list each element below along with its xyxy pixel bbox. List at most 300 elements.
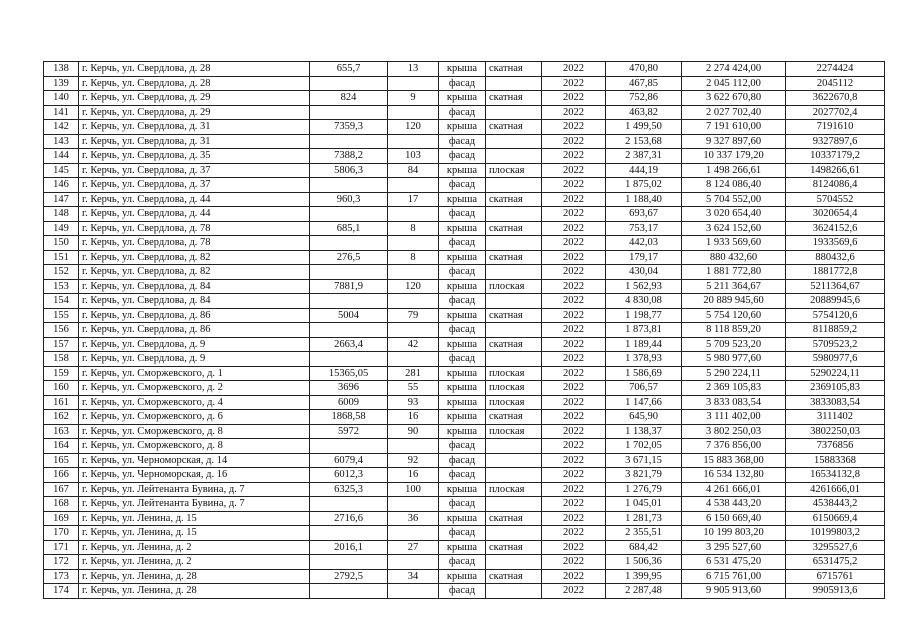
cell-unit-cost: 1 875,02 [606, 178, 682, 193]
cell-roof-type [486, 134, 542, 149]
cell-address: г. Керчь, ул. Свердлова, д. 29 [79, 105, 310, 120]
cell-total: 5704552 [786, 192, 885, 207]
table-row [44, 308, 885, 323]
cell-address: г. Керчь, ул. Сморжевского, д. 4 [79, 395, 310, 410]
cell-row-number: 172 [44, 555, 79, 570]
cell-address: г. Керчь, ул. Свердлова, д. 9 [79, 337, 310, 352]
cell-roof-type: скатная [486, 337, 542, 352]
cell-area: 6079,4 [310, 453, 388, 468]
cell-roof-type [486, 497, 542, 512]
cell-roof-type: скатная [486, 250, 542, 265]
cell-roof-type [486, 352, 542, 367]
cell-element: фасад [439, 134, 486, 149]
table-row [44, 439, 885, 454]
cell-address: г. Керчь, ул. Свердлова, д. 84 [79, 279, 310, 294]
cell-cost: 20 889 945,60 [682, 294, 786, 309]
cell-roof-type [486, 265, 542, 280]
cell-total: 5754120,6 [786, 308, 885, 323]
cell-apartments [388, 352, 439, 367]
cell-total: 9905913,6 [786, 584, 885, 599]
cell-element: фасад [439, 323, 486, 338]
cell-unit-cost: 444,19 [606, 163, 682, 178]
cell-area: 685,1 [310, 221, 388, 236]
cell-row-number: 170 [44, 526, 79, 541]
cell-total: 8124086,4 [786, 178, 885, 193]
cell-year: 2022 [542, 381, 606, 396]
cell-unit-cost: 430,04 [606, 265, 682, 280]
cell-unit-cost: 693,67 [606, 207, 682, 222]
cell-year: 2022 [542, 62, 606, 77]
cell-cost: 2 045 112,00 [682, 76, 786, 91]
cell-address: г. Керчь, ул. Сморжевского, д. 2 [79, 381, 310, 396]
cell-address: г. Керчь, ул. Свердлова, д. 28 [79, 76, 310, 91]
table-row [44, 91, 885, 106]
cell-total: 3833083,54 [786, 395, 885, 410]
cell-address: г. Керчь, ул. Свердлова, д. 44 [79, 207, 310, 222]
cell-unit-cost: 470,80 [606, 62, 682, 77]
cell-address: г. Керчь, ул. Лейтенанта Бувина, д. 7 [79, 497, 310, 512]
cell-area: 655,7 [310, 62, 388, 77]
cell-cost: 4 538 443,20 [682, 497, 786, 512]
cell-unit-cost: 1 702,05 [606, 439, 682, 454]
cell-unit-cost: 4 830,08 [606, 294, 682, 309]
cell-roof-type: плоская [486, 279, 542, 294]
cell-address: г. Керчь, ул. Свердлова, д. 9 [79, 352, 310, 367]
cell-element: крыша [439, 192, 486, 207]
table-row [44, 192, 885, 207]
cell-year: 2022 [542, 323, 606, 338]
cell-roof-type: скатная [486, 540, 542, 555]
cell-apartments: 8 [388, 221, 439, 236]
cell-total: 15883368 [786, 453, 885, 468]
cell-row-number: 174 [44, 584, 79, 599]
table-row [44, 149, 885, 164]
cell-row-number: 162 [44, 410, 79, 425]
cell-apartments [388, 497, 439, 512]
cell-cost: 880 432,60 [682, 250, 786, 265]
cell-cost: 7 191 610,00 [682, 120, 786, 135]
cell-roof-type: плоская [486, 395, 542, 410]
cell-apartments [388, 294, 439, 309]
cell-area: 6012,3 [310, 468, 388, 483]
cell-apartments: 93 [388, 395, 439, 410]
cell-cost: 1 881 772,80 [682, 265, 786, 280]
cell-apartments: 120 [388, 120, 439, 135]
cell-row-number: 146 [44, 178, 79, 193]
cell-unit-cost: 463,82 [606, 105, 682, 120]
table-row [44, 279, 885, 294]
cell-address: г. Керчь, ул. Сморжевского, д. 8 [79, 439, 310, 454]
cell-cost: 8 118 859,20 [682, 323, 786, 338]
cell-cost: 1 933 569,60 [682, 236, 786, 251]
cell-area [310, 323, 388, 338]
cell-roof-type [486, 178, 542, 193]
cell-address: г. Керчь, ул. Свердлова, д. 35 [79, 149, 310, 164]
cell-area [310, 105, 388, 120]
cell-roof-type: скатная [486, 511, 542, 526]
cell-year: 2022 [542, 76, 606, 91]
cell-roof-type [486, 294, 542, 309]
cell-year: 2022 [542, 207, 606, 222]
cell-year: 2022 [542, 439, 606, 454]
cell-total: 3802250,03 [786, 424, 885, 439]
cell-year: 2022 [542, 366, 606, 381]
cell-unit-cost: 645,90 [606, 410, 682, 425]
cell-roof-type [486, 526, 542, 541]
cell-element: крыша [439, 308, 486, 323]
cell-unit-cost: 1 506,36 [606, 555, 682, 570]
cell-unit-cost: 467,85 [606, 76, 682, 91]
cell-year: 2022 [542, 468, 606, 483]
cell-area: 2792,5 [310, 569, 388, 584]
cell-apartments: 16 [388, 468, 439, 483]
cell-year: 2022 [542, 294, 606, 309]
cell-element: крыша [439, 337, 486, 352]
cell-area: 2016,1 [310, 540, 388, 555]
cell-address: г. Керчь, ул. Ленина, д. 15 [79, 526, 310, 541]
cell-address: г. Керчь, ул. Свердлова, д. 31 [79, 134, 310, 149]
table-row [44, 76, 885, 91]
cell-total: 5980977,6 [786, 352, 885, 367]
cell-cost: 9 905 913,60 [682, 584, 786, 599]
cell-total: 880432,6 [786, 250, 885, 265]
cell-total: 5709523,2 [786, 337, 885, 352]
cell-row-number: 157 [44, 337, 79, 352]
cell-roof-type [486, 468, 542, 483]
cell-row-number: 156 [44, 323, 79, 338]
cell-row-number: 158 [44, 352, 79, 367]
cell-total: 10337179,2 [786, 149, 885, 164]
table-row [44, 250, 885, 265]
cell-roof-type: скатная [486, 192, 542, 207]
cell-address: г. Керчь, ул. Свердлова, д. 78 [79, 221, 310, 236]
cell-address: г. Керчь, ул. Ленина, д. 15 [79, 511, 310, 526]
cell-element: крыша [439, 569, 486, 584]
cell-address: г. Керчь, ул. Свердлова, д. 28 [79, 62, 310, 77]
cell-total: 10199803,2 [786, 526, 885, 541]
cell-element: крыша [439, 395, 486, 410]
cell-row-number: 160 [44, 381, 79, 396]
cell-total: 2045112 [786, 76, 885, 91]
cell-apartments: 79 [388, 308, 439, 323]
cell-unit-cost: 1 138,37 [606, 424, 682, 439]
cell-roof-type [486, 323, 542, 338]
cell-unit-cost: 1 198,77 [606, 308, 682, 323]
cell-roof-type: скатная [486, 120, 542, 135]
cell-unit-cost: 1 499,50 [606, 120, 682, 135]
table-row [44, 366, 885, 381]
cell-element: крыша [439, 381, 486, 396]
cell-apartments [388, 526, 439, 541]
cell-roof-type: плоская [486, 424, 542, 439]
cell-apartments: 84 [388, 163, 439, 178]
cell-area [310, 207, 388, 222]
cell-address: г. Керчь, ул. Свердлова, д. 84 [79, 294, 310, 309]
cell-roof-type: скатная [486, 410, 542, 425]
cell-element: крыша [439, 62, 486, 77]
table-row [44, 221, 885, 236]
cell-address: г. Керчь, ул. Сморжевского, д. 1 [79, 366, 310, 381]
document-table-container [43, 61, 885, 599]
cell-total: 3020654,4 [786, 207, 885, 222]
cell-year: 2022 [542, 149, 606, 164]
table-row [44, 178, 885, 193]
cell-unit-cost: 2 287,48 [606, 584, 682, 599]
cell-unit-cost: 3 821,79 [606, 468, 682, 483]
cell-apartments: 92 [388, 453, 439, 468]
cell-apartments [388, 265, 439, 280]
cell-total: 7376856 [786, 439, 885, 454]
cell-total: 4538443,2 [786, 497, 885, 512]
cell-address: г. Керчь, ул. Черноморская, д. 14 [79, 453, 310, 468]
cell-element: крыша [439, 410, 486, 425]
cell-year: 2022 [542, 555, 606, 570]
cell-unit-cost: 179,17 [606, 250, 682, 265]
cell-unit-cost: 1 147,66 [606, 395, 682, 410]
cell-row-number: 142 [44, 120, 79, 135]
cell-row-number: 154 [44, 294, 79, 309]
cell-area: 960,3 [310, 192, 388, 207]
cell-apartments: 103 [388, 149, 439, 164]
cell-address: г. Керчь, ул. Ленина, д. 28 [79, 569, 310, 584]
cell-cost: 3 020 654,40 [682, 207, 786, 222]
cell-area [310, 526, 388, 541]
table-row [44, 424, 885, 439]
cell-element: фасад [439, 265, 486, 280]
cell-total: 4261666,01 [786, 482, 885, 497]
cell-unit-cost: 1 399,95 [606, 569, 682, 584]
cell-roof-type [486, 236, 542, 251]
table-row [44, 497, 885, 512]
cell-address: г. Керчь, ул. Сморжевского, д. 8 [79, 424, 310, 439]
table-row [44, 555, 885, 570]
cell-apartments: 100 [388, 482, 439, 497]
cell-element: крыша [439, 424, 486, 439]
cell-area: 1868,58 [310, 410, 388, 425]
cell-row-number: 152 [44, 265, 79, 280]
cell-row-number: 138 [44, 62, 79, 77]
cell-year: 2022 [542, 482, 606, 497]
table-row [44, 540, 885, 555]
cell-area [310, 76, 388, 91]
cell-unit-cost: 752,86 [606, 91, 682, 106]
table-row [44, 62, 885, 77]
cell-roof-type [486, 555, 542, 570]
cell-area: 7388,2 [310, 149, 388, 164]
cell-cost: 9 327 897,60 [682, 134, 786, 149]
cell-address: г. Керчь, ул. Свердлова, д. 31 [79, 120, 310, 135]
cell-row-number: 165 [44, 453, 79, 468]
cell-cost: 6 715 761,00 [682, 569, 786, 584]
table-row [44, 569, 885, 584]
table-row [44, 453, 885, 468]
cell-cost: 3 622 670,80 [682, 91, 786, 106]
cell-apartments: 55 [388, 381, 439, 396]
cell-cost: 5 704 552,00 [682, 192, 786, 207]
cell-row-number: 143 [44, 134, 79, 149]
cell-apartments [388, 323, 439, 338]
cell-row-number: 164 [44, 439, 79, 454]
cell-element: фасад [439, 149, 486, 164]
cell-roof-type [486, 584, 542, 599]
cell-total: 8118859,2 [786, 323, 885, 338]
cell-apartments [388, 236, 439, 251]
table-row [44, 482, 885, 497]
cell-year: 2022 [542, 91, 606, 106]
table-row [44, 134, 885, 149]
cell-row-number: 145 [44, 163, 79, 178]
cell-cost: 3 111 402,00 [682, 410, 786, 425]
cell-address: г. Керчь, ул. Свердлова, д. 37 [79, 178, 310, 193]
cell-address: г. Керчь, ул. Ленина, д. 2 [79, 555, 310, 570]
cell-address: г. Керчь, ул. Ленина, д. 28 [79, 584, 310, 599]
cell-year: 2022 [542, 352, 606, 367]
table-row [44, 584, 885, 599]
cell-cost: 10 199 803,20 [682, 526, 786, 541]
cell-year: 2022 [542, 395, 606, 410]
cell-year: 2022 [542, 540, 606, 555]
cell-unit-cost: 1 188,40 [606, 192, 682, 207]
cell-cost: 16 534 132,80 [682, 468, 786, 483]
cell-row-number: 163 [44, 424, 79, 439]
cell-year: 2022 [542, 511, 606, 526]
cell-roof-type: плоская [486, 366, 542, 381]
cell-area: 276,5 [310, 250, 388, 265]
cell-area: 6009 [310, 395, 388, 410]
cell-roof-type: плоская [486, 163, 542, 178]
cell-cost: 8 124 086,40 [682, 178, 786, 193]
cell-apartments: 13 [388, 62, 439, 77]
cell-unit-cost: 1 189,44 [606, 337, 682, 352]
cell-area [310, 265, 388, 280]
cell-roof-type: скатная [486, 569, 542, 584]
table-row [44, 337, 885, 352]
table-row [44, 207, 885, 222]
cell-year: 2022 [542, 265, 606, 280]
cell-element: фасад [439, 294, 486, 309]
cell-address: г. Керчь, ул. Свердлова, д. 82 [79, 250, 310, 265]
table-row [44, 163, 885, 178]
cell-apartments [388, 439, 439, 454]
table-row [44, 294, 885, 309]
cell-element: фасад [439, 236, 486, 251]
cell-unit-cost: 706,57 [606, 381, 682, 396]
cell-total: 6150669,4 [786, 511, 885, 526]
cell-unit-cost: 1 045,01 [606, 497, 682, 512]
cell-address: г. Керчь, ул. Лейтенанта Бувина, д. 7 [79, 482, 310, 497]
cell-roof-type: скатная [486, 91, 542, 106]
cell-total: 6531475,2 [786, 555, 885, 570]
cell-total: 2027702,4 [786, 105, 885, 120]
cell-element: крыша [439, 540, 486, 555]
cell-cost: 3 802 250,03 [682, 424, 786, 439]
cell-year: 2022 [542, 308, 606, 323]
cell-year: 2022 [542, 120, 606, 135]
cell-element: фасад [439, 352, 486, 367]
cell-total: 5290224,11 [786, 366, 885, 381]
cell-cost: 10 337 179,20 [682, 149, 786, 164]
table-row [44, 120, 885, 135]
cell-element: фасад [439, 526, 486, 541]
cell-area [310, 294, 388, 309]
cell-year: 2022 [542, 497, 606, 512]
cell-unit-cost: 1 276,79 [606, 482, 682, 497]
cell-row-number: 148 [44, 207, 79, 222]
cell-unit-cost: 2 387,31 [606, 149, 682, 164]
cell-year: 2022 [542, 337, 606, 352]
cell-year: 2022 [542, 134, 606, 149]
cell-total: 2369105,83 [786, 381, 885, 396]
table-row [44, 410, 885, 425]
cell-total: 3622670,8 [786, 91, 885, 106]
cell-unit-cost: 442,03 [606, 236, 682, 251]
cell-element: фасад [439, 584, 486, 599]
cell-unit-cost: 1 281,73 [606, 511, 682, 526]
cell-total: 7191610 [786, 120, 885, 135]
cell-address: г. Керчь, ул. Свердлова, д. 86 [79, 323, 310, 338]
cell-address: г. Керчь, ул. Свердлова, д. 86 [79, 308, 310, 323]
cell-year: 2022 [542, 279, 606, 294]
cell-apartments [388, 178, 439, 193]
cell-apartments: 9 [388, 91, 439, 106]
cell-apartments: 90 [388, 424, 439, 439]
cell-apartments: 8 [388, 250, 439, 265]
cell-apartments [388, 105, 439, 120]
cell-element: крыша [439, 279, 486, 294]
cell-address: г. Керчь, ул. Сморжевского, д. 6 [79, 410, 310, 425]
cell-year: 2022 [542, 163, 606, 178]
cell-roof-type: скатная [486, 308, 542, 323]
cell-element: фасад [439, 555, 486, 570]
cell-area: 5972 [310, 424, 388, 439]
cell-area: 2663,4 [310, 337, 388, 352]
cell-row-number: 161 [44, 395, 79, 410]
cell-roof-type [486, 439, 542, 454]
cell-total: 1498266,61 [786, 163, 885, 178]
table-row [44, 265, 885, 280]
cell-year: 2022 [542, 424, 606, 439]
table-row [44, 323, 885, 338]
cell-year: 2022 [542, 192, 606, 207]
cell-row-number: 149 [44, 221, 79, 236]
cell-unit-cost: 2 153,68 [606, 134, 682, 149]
cell-area: 2716,6 [310, 511, 388, 526]
cell-cost: 7 376 856,00 [682, 439, 786, 454]
cell-cost: 5 211 364,67 [682, 279, 786, 294]
cell-row-number: 141 [44, 105, 79, 120]
cell-row-number: 159 [44, 366, 79, 381]
cell-address: г. Керчь, ул. Свердлова, д. 29 [79, 91, 310, 106]
cell-total: 3624152,6 [786, 221, 885, 236]
cell-row-number: 153 [44, 279, 79, 294]
cell-element: фасад [439, 105, 486, 120]
cell-area [310, 497, 388, 512]
cell-apartments [388, 207, 439, 222]
cell-row-number: 168 [44, 497, 79, 512]
cell-row-number: 155 [44, 308, 79, 323]
cell-area [310, 178, 388, 193]
cell-unit-cost: 1 586,69 [606, 366, 682, 381]
cell-unit-cost: 684,42 [606, 540, 682, 555]
cell-year: 2022 [542, 236, 606, 251]
cell-roof-type [486, 453, 542, 468]
cell-cost: 15 883 368,00 [682, 453, 786, 468]
cell-cost: 3 833 083,54 [682, 395, 786, 410]
cell-area [310, 236, 388, 251]
cell-apartments: 16 [388, 410, 439, 425]
cell-year: 2022 [542, 105, 606, 120]
cell-element: фасад [439, 468, 486, 483]
